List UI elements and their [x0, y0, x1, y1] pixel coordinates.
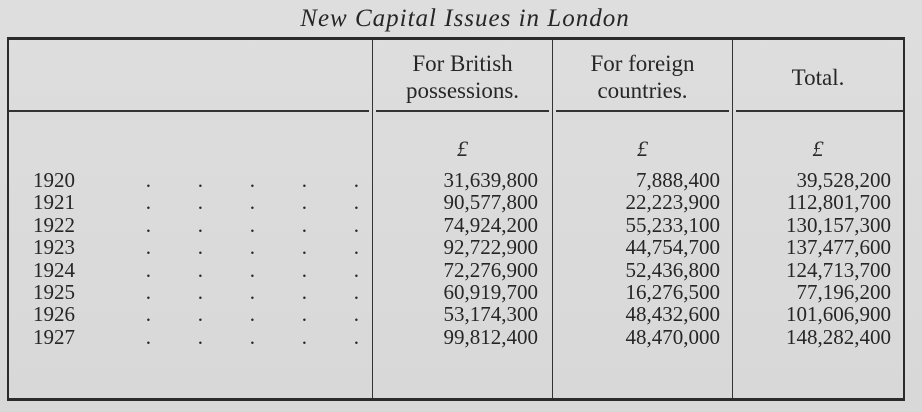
foreign-cell: 55,233,100	[625, 212, 720, 237]
unit-pound-british: £	[457, 136, 468, 161]
header-line: For British	[412, 51, 513, 76]
total-cell: 101,606,900	[786, 302, 891, 327]
year-cell: 1921	[33, 190, 75, 215]
leader-dots: . . . . .	[145, 212, 359, 237]
british-cell: 74,924,200	[443, 212, 538, 237]
table-title: New Capital Issues in London	[300, 5, 630, 32]
capital-issues-table	[7, 37, 905, 401]
header-line: possessions.	[405, 78, 520, 103]
leader-dots: . . . . .	[145, 190, 359, 215]
table-row	[9, 259, 903, 281]
total-cell: 148,282,400	[786, 324, 891, 349]
year-cell: 1920	[33, 168, 75, 192]
total-cell: 39,528,200	[796, 168, 891, 192]
unit-pound-foreign: £	[637, 136, 648, 161]
header-rule	[736, 110, 903, 112]
british-cell: 92,722,900	[443, 235, 538, 260]
british-cell: 90,577,800	[443, 190, 538, 215]
british-cell: 72,276,900	[443, 257, 538, 282]
total-cell: 77,196,200	[796, 279, 891, 304]
british-cell: 60,919,700	[443, 279, 538, 304]
total-cell: 130,157,300	[786, 212, 891, 237]
header-rule	[9, 110, 369, 112]
foreign-cell: 16,276,500	[625, 279, 720, 304]
leader-dots: . . . . .	[145, 302, 359, 327]
table-row	[9, 281, 903, 303]
header-rule	[556, 110, 729, 112]
column-header-total	[733, 44, 903, 110]
year-cell: 1926	[33, 302, 75, 327]
leader-dots: . . . . .	[145, 235, 359, 260]
leader-dots: . . . . .	[145, 324, 359, 349]
table-row	[9, 191, 903, 213]
foreign-cell: 52,436,800	[625, 257, 720, 282]
column-header-foreign	[553, 44, 732, 110]
total-cell: 124,713,700	[786, 257, 891, 282]
year-cell: 1927	[33, 324, 75, 349]
table-body	[9, 169, 903, 348]
unit-pound-total: £	[812, 136, 824, 161]
table-row	[9, 236, 903, 258]
total-cell: 112,801,700	[786, 190, 891, 215]
leader-dots: . . . . .	[145, 279, 359, 304]
column-header-british	[373, 44, 552, 110]
header-rule	[376, 110, 549, 112]
leader-dots: . . . . .	[145, 168, 359, 192]
table-row	[9, 169, 903, 191]
foreign-cell: 44,754,700	[625, 235, 720, 260]
foreign-cell: 7,888,400	[636, 168, 720, 192]
table-row	[9, 303, 903, 325]
header-line: Total.	[791, 64, 845, 90]
british-cell: 99,812,400	[443, 324, 538, 349]
british-cell: 31,639,800	[443, 168, 538, 192]
year-cell: 1924	[33, 257, 75, 282]
table-row	[9, 326, 903, 348]
foreign-cell: 48,432,600	[625, 302, 720, 327]
total-cell: 137,477,600	[786, 235, 891, 260]
british-cell: 53,174,300	[443, 302, 538, 327]
foreign-cell: 22,223,900	[625, 190, 720, 215]
year-cell: 1925	[33, 279, 75, 304]
header-line: countries.	[597, 78, 688, 103]
year-cell: 1922	[33, 212, 75, 237]
leader-dots: . . . . .	[145, 257, 359, 282]
table-row	[9, 214, 903, 236]
year-cell: 1923	[33, 235, 75, 260]
foreign-cell: 48,470,000	[625, 324, 720, 349]
header-line: For foreign	[590, 51, 695, 76]
